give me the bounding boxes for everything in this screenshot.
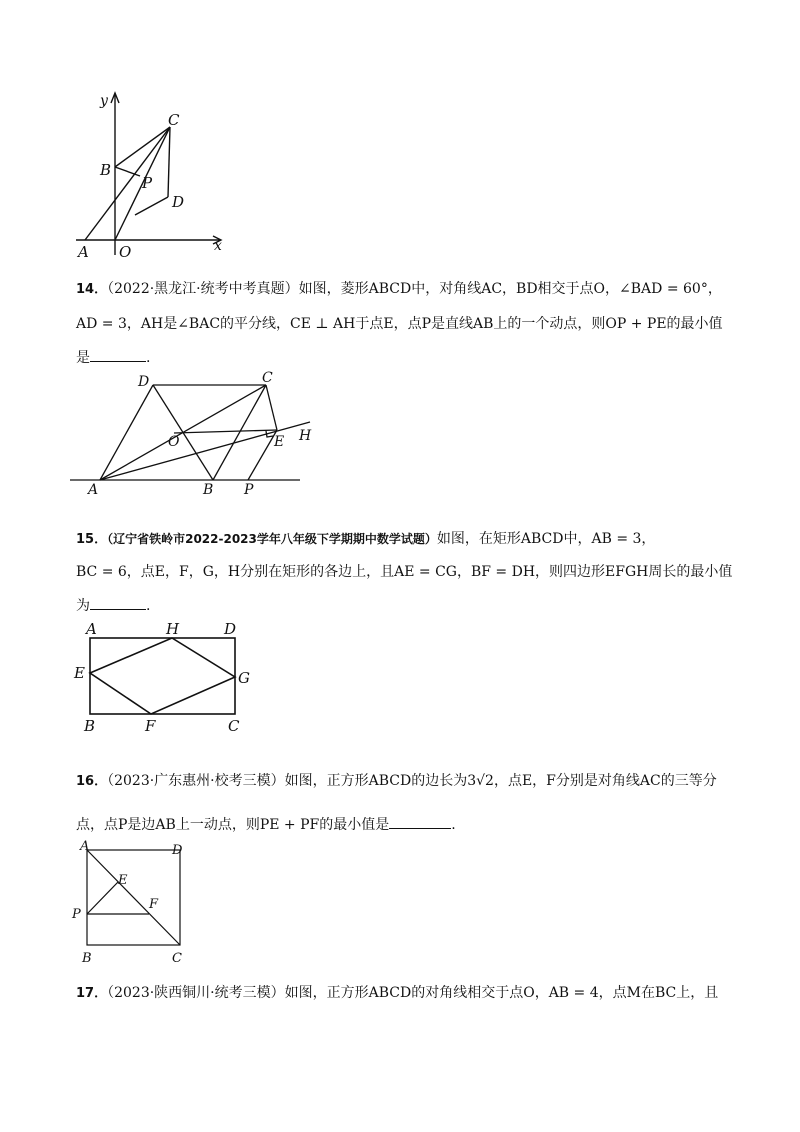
label-C: C — [172, 951, 182, 966]
question-14-line2: AD = 3，AH是∠BAC的平分线，CE ⊥ AH于点E，点P是直线AB上的一个动点，则OP + PE的最小值 — [76, 316, 723, 332]
label-P: P — [72, 907, 81, 922]
question-14-line1: 14．（2022·黑龙江·统考中考真题）如图，菱形ABCD中，对角线AC，BD相交于点O，∠BAD = 60°， — [76, 281, 722, 297]
label-P: P — [142, 174, 153, 192]
figure-13-diagram — [70, 85, 240, 260]
label-E: E — [274, 434, 285, 450]
label-C: C — [168, 111, 180, 129]
label-F: F — [149, 897, 159, 912]
label-E: E — [118, 873, 128, 888]
label-F: F — [145, 717, 156, 735]
question-number: 17． — [76, 986, 108, 1001]
answer-blank[interactable] — [90, 347, 146, 362]
label-P: P — [244, 482, 254, 498]
question-16-line1: 16．（2023·广东惠州·校考三模）如图，正方形ABCD的边长为3√2，点E，F分别是对角线AC的三等分 — [76, 773, 717, 789]
question-number: 14． — [76, 282, 108, 297]
label-D: D — [224, 620, 237, 638]
label-B: B — [100, 161, 112, 179]
question-15-line1: 15．（辽宁省铁岭市2022-2023学年八年级下学期期中数学试题）如图，在矩形ABCD中，AB = 3， — [76, 531, 656, 547]
label-H: H — [166, 620, 180, 638]
question-source: （辽宁省铁岭市2022-2023学年八年级下学期期中数学试题） — [107, 532, 437, 546]
label-x: x — [214, 238, 222, 254]
answer-blank[interactable] — [90, 595, 146, 610]
answer-blank[interactable] — [389, 814, 451, 829]
label-E: E — [74, 664, 85, 682]
question-17-line1: 17．（2023·陕西铜川·统考三模）如图，正方形ABCD的对角线相交于点O，AB = 4，点M在BC上，且 — [76, 985, 719, 1001]
label-y: y — [100, 93, 108, 109]
label-C: C — [228, 717, 240, 735]
question-source: （2022·黑龙江·统考中考真题） — [107, 281, 299, 297]
label-D: D — [172, 843, 183, 858]
label-O: O — [119, 243, 132, 260]
question-14-line3: 是 . — [76, 347, 150, 368]
label-O: O — [168, 434, 180, 450]
question-16-line2: 点，点P是边AB上一动点，则PE + PF的最小值是 . — [76, 814, 456, 835]
question-15-line2: BC = 6，点E，F，G，H分别在矩形的各边上，且AE = CG，BF = DH，则四边形EFGH周长的最小值 — [76, 564, 733, 580]
label-D: D — [172, 193, 185, 211]
question-number: 16． — [76, 774, 108, 789]
question-source: （2023·广东惠州·校考三模） — [107, 773, 285, 789]
label-A: A — [86, 620, 97, 638]
label-C: C — [262, 370, 273, 386]
label-B: B — [84, 717, 96, 735]
label-B: B — [82, 951, 92, 966]
label-A: A — [80, 839, 90, 854]
label-A: A — [78, 243, 89, 260]
question-source: （2023·陕西铜川·统考三模） — [107, 985, 285, 1001]
figure-14-diagram — [70, 370, 320, 500]
label-A: A — [88, 482, 99, 498]
figure-15-diagram — [70, 618, 270, 738]
figure-16-diagram — [68, 836, 198, 970]
question-number: 15． — [76, 532, 108, 547]
label-D: D — [138, 374, 150, 390]
label-B: B — [203, 482, 214, 498]
label-G: G — [238, 669, 250, 687]
question-15-line3: 为 . — [76, 595, 150, 616]
label-H: H — [299, 428, 312, 444]
